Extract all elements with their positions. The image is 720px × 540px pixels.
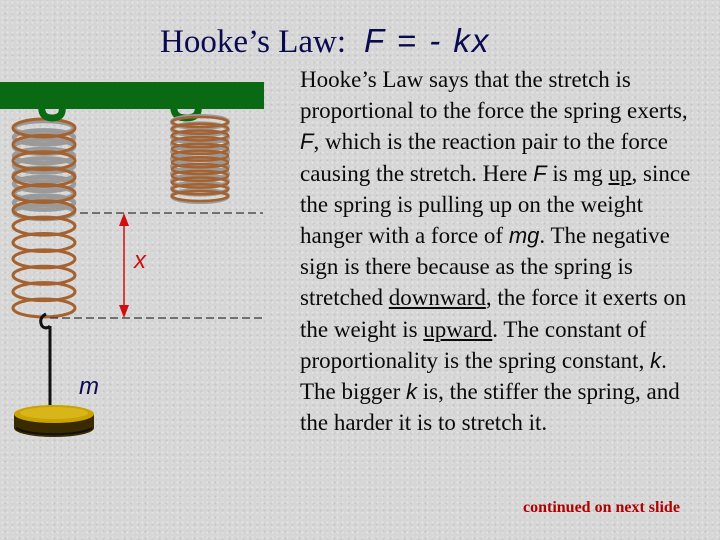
text-segment: is mg bbox=[552, 160, 609, 186]
symbol-F: F bbox=[300, 129, 314, 155]
symbol-F: F bbox=[533, 160, 547, 186]
underlined-up: up bbox=[608, 160, 632, 186]
spring-right bbox=[172, 116, 228, 202]
symbol-k: k bbox=[406, 379, 418, 405]
text-segment: . The constant of proportionality is the spring constant, bbox=[300, 316, 647, 373]
spring-diagram bbox=[0, 0, 300, 540]
symbol-k: k bbox=[650, 347, 662, 373]
text-segment: , which is the reaction pair to the force causing the stretch. Here bbox=[300, 129, 668, 186]
symbol-mg: mg bbox=[508, 223, 540, 249]
continued-note: continued on next slide bbox=[523, 499, 680, 516]
stretch-label-x: x bbox=[134, 247, 146, 274]
explanation-text bbox=[300, 64, 700, 438]
text-segment: . The bigger bbox=[300, 347, 667, 405]
text-segment: , the force it exerts on the weight is bbox=[300, 285, 687, 342]
text-segment: . The negative sign is there because as the spring is stretched bbox=[300, 223, 670, 311]
stretch-arrow bbox=[119, 213, 129, 318]
title-text: Hooke’s Law: bbox=[160, 24, 347, 60]
title-formula: F = - kx bbox=[364, 22, 491, 59]
text-segment: Hooke’s Law says that the stretch is proportional to the force the spring exerts, bbox=[300, 67, 688, 124]
weight-hanger bbox=[14, 405, 94, 437]
text-segment: is, the stiffer the spring, and the harder it is to stretch it. bbox=[300, 379, 680, 436]
mass-label-m: m bbox=[79, 373, 99, 400]
text-segment: , since the spring is pulling up on the weight hanger with a force of bbox=[300, 160, 691, 249]
underlined-downward: downward bbox=[388, 285, 486, 311]
underlined-upward: upward bbox=[423, 316, 493, 342]
